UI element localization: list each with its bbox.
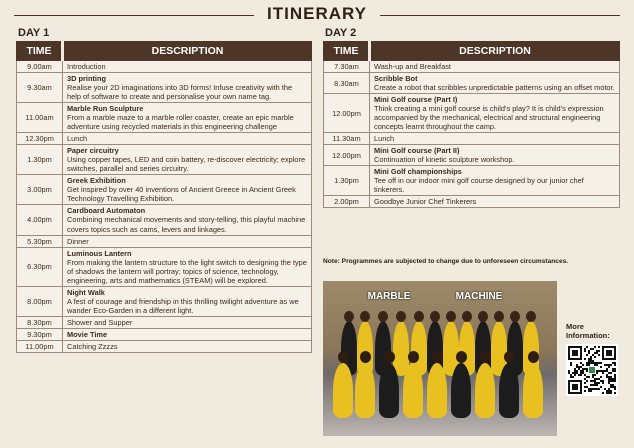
activity-description: Dinner: [67, 236, 89, 246]
group-photo: [323, 281, 557, 436]
photo-person: [451, 363, 471, 418]
row-time: 12.30pm: [17, 133, 63, 145]
photo-person-head: [408, 351, 419, 363]
banner-text-left: MARBLE: [367, 290, 411, 302]
row-time: 9.30pm: [17, 328, 63, 340]
activity-description: Realise your 2D imaginations into 3D forms! Infuse creativity with the help of software to create and personalise your own name tag.: [67, 83, 293, 102]
schedule-row: [324, 145, 620, 166]
activity-description: Create a robot that scribbles unpredictable patterns using an offset motor.: [374, 83, 615, 93]
photo-person-head: [360, 351, 371, 363]
activity-title: Marble Run Sculpture: [67, 104, 144, 114]
row-time: 4.00pm: [17, 205, 63, 235]
schedule-note: Note: Programmes are subjected to change due to unforeseen circumstances.: [323, 258, 569, 265]
row-description: [63, 340, 312, 352]
activity-description: Goodbye Junior Chef Tinkerers: [374, 197, 477, 207]
photo-person-head: [396, 311, 406, 322]
row-description: [370, 145, 620, 166]
row-description: [63, 205, 312, 235]
activity-title: Mini Golf championships: [374, 167, 462, 177]
row-time: 8.30pm: [17, 316, 63, 328]
description-header: DESCRIPTION: [370, 42, 620, 61]
activity-title: Scribble Bot: [374, 74, 418, 84]
row-time: 1.30pm: [324, 166, 370, 196]
activity-title: Mini Golf course (Part II): [374, 146, 460, 156]
activity-description: Shower and Supper: [67, 317, 133, 327]
row-description: [63, 286, 312, 316]
photo-person-head: [414, 311, 424, 322]
schedule-row: [324, 94, 620, 133]
activity-title: Greek Exhibition: [67, 176, 126, 186]
photo-person-head: [432, 351, 443, 363]
row-description: [370, 61, 620, 73]
schedule-row: [17, 145, 312, 175]
photo-person-head: [528, 351, 539, 363]
row-description: [370, 133, 620, 145]
activity-description: Catching Zzzzs: [67, 341, 118, 351]
row-time: 9.30am: [17, 73, 63, 103]
schedule-row: [17, 133, 312, 145]
activity-description: Introduction: [67, 62, 106, 71]
schedule-row: [17, 103, 312, 133]
photo-person: [523, 363, 543, 418]
time-header: TIME: [17, 42, 63, 61]
schedule-row: [17, 175, 312, 205]
row-time: 1.30pm: [17, 145, 63, 175]
row-description: [370, 94, 620, 133]
schedule-row: [324, 166, 620, 196]
activity-title: 3D printing: [67, 74, 107, 84]
photo-person: [427, 363, 447, 418]
page-title: ITINERARY: [267, 4, 367, 23]
photo-person-head: [378, 311, 388, 322]
row-time: 3.00pm: [17, 175, 63, 205]
row-description: [63, 145, 312, 175]
activity-description: Lunch: [374, 134, 395, 144]
day2-label: DAY 2: [325, 27, 357, 39]
photo-banner: [345, 283, 525, 309]
row-time: 11.00pm: [17, 340, 63, 352]
row-time: 8.30am: [324, 73, 370, 94]
qr-code[interactable]: [566, 344, 618, 396]
photo-person-head: [338, 351, 349, 363]
photo-person: [333, 363, 353, 418]
qr-code-icon: [568, 346, 616, 394]
schedule-row: [17, 316, 312, 328]
row-time: 7.30am: [324, 61, 370, 73]
schedule-row: [324, 61, 620, 73]
day1-schedule-table: [16, 41, 312, 353]
activity-description: Tee off in our indoor mini golf course designed by our junior chef tinkerers.: [374, 176, 584, 195]
activity-description: A fest of courage and friendship in this thrilling twilight adventure as we wander Eco-Garden in a different light.: [67, 296, 299, 315]
schedule-row: [324, 196, 620, 208]
photo-person: [403, 363, 423, 418]
row-description: [370, 196, 620, 208]
schedule-row: [324, 73, 620, 94]
activity-description: Using copper tapes, LED and coin battery, re-discover electricity; explore switches, parallel and series circuitry.: [67, 155, 306, 174]
photo-person-head: [360, 311, 370, 322]
photo-person-head: [480, 351, 491, 363]
row-time: 9.00am: [17, 61, 63, 73]
photo-person-head: [510, 311, 520, 322]
photo-person: [475, 363, 495, 418]
row-time: 11.30am: [324, 133, 370, 145]
row-description: [63, 133, 312, 145]
photo-person-head: [526, 311, 536, 322]
row-description: [63, 61, 312, 73]
schedule-row: [17, 61, 312, 73]
photo-person-head: [494, 311, 504, 322]
day1-label: DAY 1: [18, 27, 50, 39]
description-header: DESCRIPTION: [63, 42, 312, 61]
row-time: 12.00pm: [324, 94, 370, 133]
row-description: [63, 235, 312, 247]
photo-person: [355, 363, 375, 418]
photo-person-head: [478, 311, 488, 322]
photo-person: [499, 363, 519, 418]
photo-person-head: [446, 311, 456, 322]
schedule-row: [17, 235, 312, 247]
row-description: [63, 175, 312, 205]
row-time: 11.00am: [17, 103, 63, 133]
schedule-row: [17, 340, 312, 352]
schedule-row: [17, 205, 312, 235]
row-time: 8.00pm: [17, 286, 63, 316]
row-description: [63, 316, 312, 328]
activity-title: Movie Time: [67, 329, 108, 339]
photo-person: [379, 363, 399, 418]
schedule-row: [324, 133, 620, 145]
photo-person-head: [456, 351, 467, 363]
row-time: 2.00pm: [324, 196, 370, 208]
photo-person-head: [430, 311, 440, 322]
title-bar: [0, 4, 634, 26]
activity-title: Mini Golf course (Part I): [374, 95, 458, 105]
activity-title: Paper circuitry: [67, 146, 119, 156]
activity-description: Lunch: [67, 134, 88, 144]
activity-description: Continuation of kinetic sculpture workshop.: [374, 155, 515, 165]
row-description: [63, 103, 312, 133]
activity-description: Think creating a mini golf course is child's play? It is child's expression accompanied by the mechanical, electrical and structural engineering concepts learnt throughout the camp.: [374, 104, 604, 132]
activity-description: From making the lantern structure to the light switch to designing the type of shadows the lantern will portray; topics of science, technology, engineering, arts and mathematics (STEAM) will be explored.: [67, 257, 307, 285]
row-time: 12.00pm: [324, 145, 370, 166]
row-time: 5.30pm: [17, 235, 63, 247]
schedule-row: [17, 247, 312, 286]
row-description: [370, 166, 620, 196]
schedule-row: [17, 328, 312, 340]
row-description: [63, 247, 312, 286]
row-time: 6.30pm: [17, 247, 63, 286]
activity-title: Cardboard Automaton: [67, 206, 146, 216]
activity-description: Get inspired by over 40 inventions of Ancient Greece in Ancient Greek Technology Travelling Exhibition.: [67, 185, 296, 204]
photo-person-head: [344, 311, 354, 322]
banner-text-right: MACHINE: [455, 290, 503, 302]
activity-title: Luminous Lantern: [67, 248, 132, 258]
photo-person-head: [504, 351, 515, 363]
day2-schedule-table: [323, 41, 620, 208]
more-info-label: More Information:: [566, 322, 610, 340]
activity-description: Combining mechanical movements and story-telling, this playful machine covers topics such as cams, levers and linkages.: [67, 215, 306, 234]
row-description: [63, 73, 312, 103]
activity-title: Night Walk: [67, 287, 105, 297]
time-header: TIME: [324, 42, 370, 61]
photo-person-head: [462, 311, 472, 322]
photo-person-head: [384, 351, 395, 363]
row-description: [63, 328, 312, 340]
schedule-row: [17, 73, 312, 103]
activity-description: From a marble maze to a marble roller coaster, create an epic marble adventure using recycled materials in this engineering challenge: [67, 113, 294, 132]
row-description: [370, 73, 620, 94]
schedule-row: [17, 286, 312, 316]
activity-description: Wash-up and Breakfast: [374, 62, 451, 71]
